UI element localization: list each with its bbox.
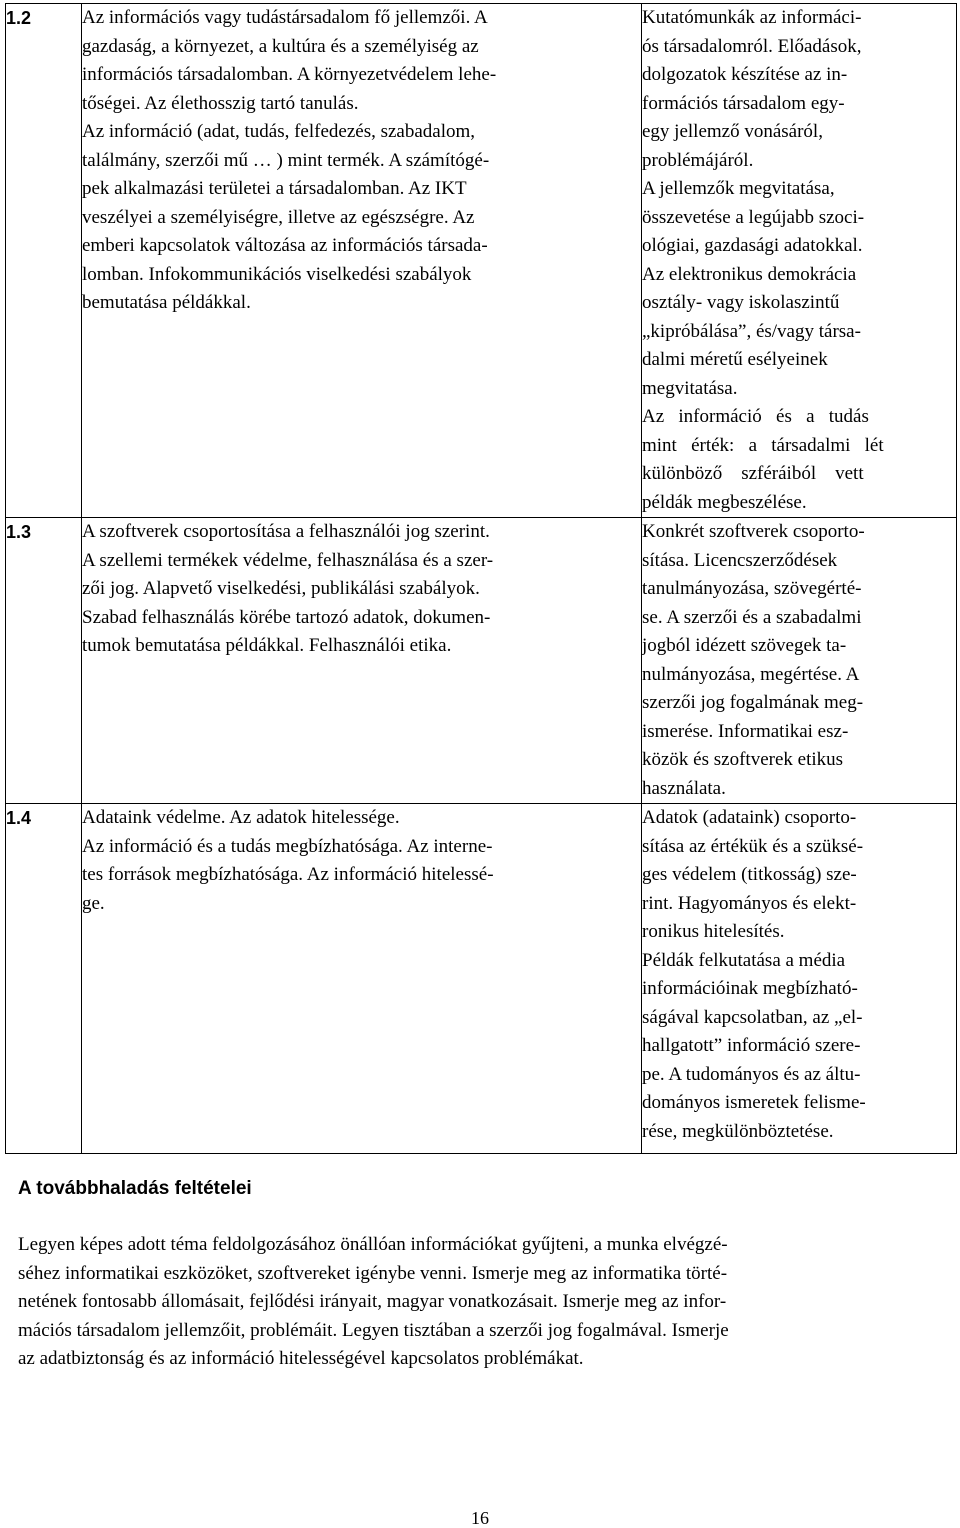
activity-line: sítása. Licencszerződések — [642, 549, 838, 571]
topic-line: tőségei. Az élethosszig tartó tanulás. — [82, 92, 359, 114]
activity-line: problémájáról. — [642, 149, 754, 171]
topic-line: Az információ (adat, tudás, felfedezés, szabadalom, — [82, 121, 476, 142]
activity-line: Példák felkutatása a média — [642, 949, 846, 971]
activity-line: jogból idézett szövegek ta- — [642, 635, 847, 656]
table-row — [6, 4, 957, 518]
page-number: 16 — [471, 1508, 489, 1528]
activity-line: példák megbeszélése. — [642, 491, 807, 513]
topic-line: Szabad felhasználás körébe tartozó adatok, dokumen- — [82, 606, 491, 628]
paragraph-line: séhez informatikai eszközöket, szoftvereket igénybe venni. Ismerje meg az informatika törté- — [18, 1262, 728, 1284]
activity-line: A jellemzők megvitatása, — [642, 178, 835, 199]
requirements-heading: A továbbhaladás feltételei — [18, 1178, 252, 1199]
activity-line: nulmányozása, megértése. A — [642, 663, 860, 685]
activities-cell — [642, 804, 957, 1154]
activity-line: se. A szerzői és a szabadalmi — [642, 606, 862, 628]
topic-line: Adataink védelme. Az adatok hitelessége. — [82, 807, 400, 828]
activity-line: dolgozatok készítése az in- — [642, 64, 848, 85]
activity-line: formációs társadalom egy- — [642, 92, 845, 114]
topic-line: A szellemi termékek védelme, felhasználása és a szer- — [82, 549, 494, 571]
activities-cell — [642, 518, 957, 804]
activity-line: ges védelem (titkosság) sze- — [642, 864, 857, 885]
activity-line: „kipróbálása”, és/vagy társa- — [642, 320, 861, 342]
activity-line: tanulmányozása, szövegérté- — [642, 578, 862, 599]
activity-line: mint érték: a társadalmi lét — [642, 434, 884, 456]
activity-line: pe. A tudományos és az áltu- — [642, 1063, 861, 1085]
activity-line: ismerése. Informatikai esz- — [642, 720, 849, 742]
paragraph-line: mációs társadalom jellemzőit, problémáit. Legyen tisztában a szerzői jog fogalmával. Ismerje — [18, 1319, 729, 1341]
activity-line: ságával kapcsolatban, az „el- — [642, 1006, 863, 1028]
activity-line: rése, megkülönböztetése. — [642, 1120, 834, 1142]
activity-line: egy jellemző vonásáról, — [642, 121, 823, 142]
topic-line: ge. — [82, 892, 105, 914]
activity-line: szerzői jog fogalmának meg- — [642, 692, 864, 713]
activity-line: információinak megbízható- — [642, 978, 858, 999]
requirements-paragraph — [18, 1231, 954, 1374]
topic-line: tumok bemutatása példákkal. Felhasználói etika. — [82, 635, 452, 656]
activity-line: összevetése a legújabb szoci- — [642, 206, 865, 228]
topic-line: Az információ és a tudás megbízhatósága. Az interne- — [82, 835, 493, 857]
activity-line: különböző szféráiból vett — [642, 463, 864, 484]
paragraph-line: az adatbiztonság és az információ hitelességével kapcsolatos problémákat. — [18, 1348, 584, 1369]
topic-line: veszélyei a személyiségre, illetve az egészségre. Az — [82, 206, 475, 228]
topic-line: A szoftverek csoportosítása a felhasználói jog szerint. — [82, 521, 490, 542]
activity-line: Adatok (adataink) csoporto- — [642, 807, 857, 828]
activity-line: Kutatómunkák az informáci- — [642, 7, 862, 28]
topic-line: pek alkalmazási területei a társadalomban. Az IKT — [82, 178, 467, 199]
activity-line: közök és szoftverek etikus — [642, 749, 844, 770]
activity-line: ológiai, gazdasági adatokkal. — [642, 235, 863, 256]
topic-cell — [82, 518, 642, 804]
table-row — [6, 518, 957, 804]
topic-line: találmány, szerzői mű … ) mint termék. A számítógé- — [82, 149, 490, 171]
activity-line: dományos ismeretek felisme- — [642, 1092, 866, 1113]
activity-line: Az információ és a tudás — [642, 406, 869, 427]
activity-line: használata. — [642, 777, 726, 799]
paragraph-line: netének fontosabb állomásait, fejlődési irányait, magyar vonatkozásait. Ismerje meg az infor- — [18, 1291, 727, 1312]
topic-cell — [82, 804, 642, 1154]
activity-line: sítása az értékük és a szüksé- — [642, 835, 864, 857]
activity-line: megvitatása. — [642, 377, 738, 399]
activity-line: Konkrét szoftverek csoporto- — [642, 521, 865, 542]
activity-line: ós társadalomról. Előadások, — [642, 35, 862, 57]
activity-line: Az elektronikus demokrácia — [642, 263, 857, 285]
table-row — [6, 804, 957, 1154]
row-number: 1.4 — [6, 804, 82, 1154]
activity-line: osztály- vagy iskolaszintű — [642, 292, 840, 313]
topic-line: lomban. Infokommunikációs viselkedési szabályok — [82, 263, 472, 285]
topic-line: tes források megbízhatósága. Az információ hitelessé- — [82, 864, 494, 885]
paragraph-line: Legyen képes adott téma feldolgozásához önállóan információkat gyűjteni, a munka elvégzé- — [18, 1234, 728, 1255]
topic-line: Az információs vagy tudástársadalom fő jellemzői. A — [82, 7, 488, 28]
topic-cell — [82, 4, 642, 518]
row-number: 1.3 — [6, 518, 82, 804]
activity-line: ronikus hitelesítés. — [642, 921, 785, 942]
topic-line: zői jog. Alapvető viselkedési, publikálási szabályok. — [82, 578, 480, 599]
topic-line: emberi kapcsolatok változása az információs társada- — [82, 235, 488, 256]
curriculum-table — [5, 3, 957, 1154]
activity-line: rint. Hagyományos és elekt- — [642, 892, 857, 914]
activities-cell — [642, 4, 957, 518]
activity-line: hallgatott” információ szere- — [642, 1035, 861, 1056]
topic-line: információs társadalomban. A környezetvédelem lehe- — [82, 64, 497, 85]
topic-line: bemutatása példákkal. — [82, 292, 251, 313]
row-number: 1.2 — [6, 4, 82, 518]
topic-line: gazdaság, a környezet, a kultúra és a személyiség az — [82, 35, 479, 57]
activity-line: dalmi méretű esélyeinek — [642, 349, 828, 370]
